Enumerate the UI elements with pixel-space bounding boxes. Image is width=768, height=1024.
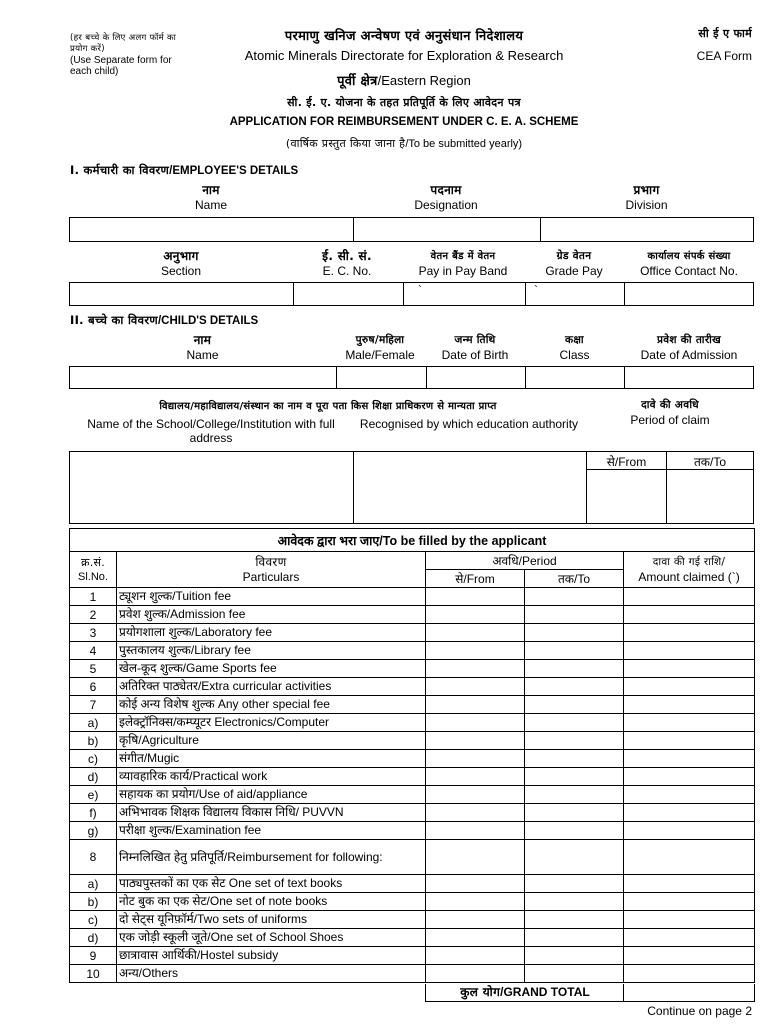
claim-row: [70, 929, 755, 947]
claim-row-to-field[interactable]: [525, 804, 624, 822]
claim-row-amount-field[interactable]: [624, 840, 755, 875]
school-name-field[interactable]: [70, 452, 353, 523]
claim-row-from-field[interactable]: [426, 660, 525, 678]
claim-row-particulars: ट्यूशन शुल्क/Tuition fee: [117, 588, 426, 606]
claim-row-to-field[interactable]: [525, 678, 624, 696]
claim-row-amount-field[interactable]: [624, 696, 755, 714]
recognition-label-english: Recognised by which education authority: [359, 417, 579, 431]
sex-label-english: Male/Female: [345, 348, 415, 362]
submitted-yearly-hindi: (वार्षिक प्रस्तुत किया जाना है: [285, 137, 406, 150]
org-name-hindi: परमाणु खनिज अन्वेषण एवं अनुसंधान निदेशालय: [284, 29, 524, 44]
claim-row: [70, 660, 755, 678]
claim-row: [70, 606, 755, 624]
claim-row-particulars: पुस्तकालय शुल्क/Library fee: [117, 642, 426, 660]
col-header-particulars-hindi: विवरण: [255, 554, 287, 569]
claim-period-label-hindi: दावे की अवधि: [641, 399, 699, 411]
claim-row: [70, 893, 755, 911]
claim-row: [70, 768, 755, 786]
school-label-english: Name of the School/College/Institution with full address: [87, 417, 335, 445]
claim-row-from-field[interactable]: [426, 768, 525, 786]
claim-row-to-field[interactable]: [525, 875, 624, 893]
dob-label: [425, 333, 525, 363]
claim-row-slno: f): [70, 804, 117, 822]
claim-row: [70, 624, 755, 642]
pay-band-field[interactable]: [404, 283, 525, 305]
claim-row-from-field[interactable]: [426, 696, 525, 714]
claim-row-particulars: अन्य/Others: [117, 965, 426, 983]
claim-row-particulars: संगीत/Mugic: [117, 750, 426, 768]
child-row-fields: [69, 366, 754, 389]
grand-total-label-english: /GRAND TOTAL: [500, 985, 590, 999]
claim-row-slno: b): [70, 893, 117, 911]
claim-row-to-field[interactable]: [525, 965, 624, 983]
grand-total-label: [425, 984, 624, 1002]
dob-label-english: Date of Birth: [441, 348, 509, 362]
claim-row-slno: 2: [70, 606, 117, 624]
grade-pay-field[interactable]: [526, 283, 624, 305]
claim-row-amount-field[interactable]: [624, 965, 755, 983]
claim-row-to-field[interactable]: [525, 768, 624, 786]
claim-row: [70, 750, 755, 768]
col-header-slno: [70, 552, 117, 588]
period-to-label: तक/To: [693, 455, 727, 469]
school-recog-label-hindi: [70, 398, 586, 412]
claim-row-from-field[interactable]: [426, 624, 525, 642]
col-header-period: अवधि/Period: [426, 552, 624, 570]
office-contact-field[interactable]: [625, 283, 753, 305]
claim-row-to-field[interactable]: [525, 714, 624, 732]
division-field[interactable]: [541, 218, 753, 241]
claim-row-amount-field[interactable]: [624, 624, 755, 642]
recognition-authority-field[interactable]: [354, 452, 586, 523]
claim-row-to-field[interactable]: [525, 660, 624, 678]
claim-row: [70, 840, 755, 875]
school-details-box: [69, 451, 754, 524]
claim-row-from-field[interactable]: [426, 911, 525, 929]
submitted-yearly-english: /To be submitted yearly): [405, 138, 523, 150]
employee-name-label-english: Name: [194, 198, 227, 212]
claim-row-to-field[interactable]: [525, 840, 624, 875]
col-header-particulars: [117, 552, 426, 588]
claim-row-amount-field[interactable]: [624, 678, 755, 696]
claim-row: [70, 947, 755, 965]
claim-row-amount-field[interactable]: [624, 911, 755, 929]
ec-no-label-hindi: ई. सी. सं.: [322, 249, 372, 263]
claim-row-slno: e): [70, 786, 117, 804]
claim-row-slno: 7: [70, 696, 117, 714]
claim-row-particulars: सहायक का प्रयोग/Use of aid/appliance: [117, 786, 426, 804]
office-contact-label-hindi: कार्यालय संपर्क संख्या: [647, 251, 731, 262]
claim-row-particulars: एक जोड़ी स्कूली जूते/One set of School Shoes: [117, 929, 426, 947]
claim-row-amount-field[interactable]: [624, 660, 755, 678]
employee-name-label-hindi: नाम: [202, 183, 220, 197]
office-contact-label-english: Office Contact No.: [640, 264, 738, 278]
claim-row-slno: 4: [70, 642, 117, 660]
claim-row: [70, 678, 755, 696]
org-name-english: Atomic Minerals Directorate for Exploration & Research: [244, 48, 564, 63]
grand-total-row: [425, 984, 755, 1002]
claim-row-particulars: कोई अन्य विशेष शुल्क Any other special fee: [117, 696, 426, 714]
division-label: [540, 183, 753, 213]
claim-row: [70, 875, 755, 893]
claim-row-amount-field[interactable]: [624, 768, 755, 786]
class-field[interactable]: [526, 367, 624, 388]
claim-row-from-field[interactable]: [426, 822, 525, 840]
school-label-hindi: विद्यालय/महाविद्यालय/संस्थान का नाम व पूरा पता: [159, 401, 348, 412]
period-from-label: से/From: [606, 455, 647, 469]
region-english: /Eastern Region: [377, 73, 471, 88]
claim-row-to-field[interactable]: [525, 786, 624, 804]
col-header-particulars-english: Particulars: [242, 569, 300, 584]
claim-row-from-field[interactable]: [426, 606, 525, 624]
grade-pay-label-english: Grade Pay: [545, 264, 603, 278]
section-label: [70, 249, 292, 279]
grand-total-label-hindi: कुल योग: [460, 985, 501, 999]
form-label-english: CEA Form: [696, 49, 752, 63]
admission-date-label-hindi: प्रवेश की तारीख: [656, 334, 722, 346]
claim-row-to-field[interactable]: [525, 893, 624, 911]
dob-label-hindi: जन्म तिथि: [454, 334, 496, 346]
claim-row-from-field[interactable]: [426, 840, 525, 875]
claim-row-slno: 3: [70, 624, 117, 642]
separate-form-note-hindi: (हर बच्चे के लिए अलग फॉर्म का प्रयोग करें): [70, 33, 177, 54]
claim-row-slno: 6: [70, 678, 117, 696]
claim-row: [70, 642, 755, 660]
grade-pay-label-hindi: ग्रेड वेतन: [556, 250, 592, 262]
claim-row-to-field[interactable]: [525, 911, 624, 929]
form-label-hindi: सी ई ए फार्म: [698, 27, 752, 40]
claim-row-to-field[interactable]: [525, 929, 624, 947]
dob-field[interactable]: [427, 367, 525, 388]
claim-row-slno: g): [70, 822, 117, 840]
recognition-label-hindi: किस शिक्षा प्राधिकरण से मान्यता प्राप्त: [350, 401, 497, 412]
claim-period-label: [586, 398, 754, 428]
child-name-label: [70, 333, 335, 363]
claim-row-from-field[interactable]: [426, 678, 525, 696]
employee-row2-fields: [69, 282, 754, 306]
employee-heading-english: /EMPLOYEE'S DETAILS: [169, 165, 299, 177]
child-heading-english: /CHILD'S DETAILS: [157, 315, 259, 327]
claim-row: [70, 714, 755, 732]
section-label-english: Section: [160, 264, 202, 278]
separate-form-note-english: (Use Separate form for each child): [70, 55, 172, 77]
claim-row-slno: 5: [70, 660, 117, 678]
claim-row: [70, 822, 755, 840]
claim-row-slno: a): [70, 875, 117, 893]
application-title-english: APPLICATION FOR REIMBURSEMENT UNDER C. E. A. SCHEME: [229, 116, 579, 128]
period-to-field[interactable]: [667, 470, 753, 523]
region-line: [200, 71, 608, 89]
ec-no-label: [292, 249, 402, 279]
claim-row-particulars: खेल-कूद शुल्क/Game Sports fee: [117, 660, 426, 678]
claim-row-amount-field[interactable]: [624, 750, 755, 768]
submitted-yearly-note: [200, 136, 608, 151]
claim-row-to-field[interactable]: [525, 947, 624, 965]
sex-label: [335, 333, 425, 363]
child-name-label-english: Name: [186, 348, 219, 362]
claim-row-from-field[interactable]: [426, 732, 525, 750]
claim-row-amount-field[interactable]: [624, 893, 755, 911]
employee-name-label: [70, 183, 352, 213]
office-contact-label: [624, 249, 754, 279]
claim-row-from-field[interactable]: [426, 588, 525, 606]
section-label-hindi: अनुभाग: [163, 249, 199, 263]
claim-row-amount-field[interactable]: [624, 804, 755, 822]
continue-note: Continue on page 2: [647, 1004, 752, 1018]
col-header-amount-hindi: दावा की गई राशि/: [652, 555, 726, 568]
admission-date-label-english: Date of Admission: [640, 348, 738, 362]
rupee-symbol: `: [534, 283, 538, 297]
child-name-label-hindi: नाम: [193, 333, 212, 347]
claim-row: [70, 696, 755, 714]
claim-row-from-field[interactable]: [426, 786, 525, 804]
claim-row-particulars: छात्रावास आर्थिकी/Hostel subsidy: [117, 947, 426, 965]
claim-row-amount-field[interactable]: [624, 822, 755, 840]
claim-row-amount-field[interactable]: [624, 588, 755, 606]
sex-field[interactable]: [337, 367, 426, 388]
employee-name-field[interactable]: [70, 218, 353, 241]
period-from-field[interactable]: [587, 470, 666, 523]
claim-row-particulars: परीक्षा शुल्क/Examination fee: [117, 822, 426, 840]
child-details-heading: [70, 313, 258, 328]
child-name-field[interactable]: [70, 367, 336, 388]
employee-heading-hindi: I. कर्मचारी का विवरण: [70, 163, 170, 177]
claim-row-particulars: इलेक्ट्रॉनिक्स/कम्प्यूटर Electronics/Computer: [117, 714, 426, 732]
claim-row: [70, 911, 755, 929]
rupee-symbol: `: [418, 283, 422, 297]
designation-label-hindi: पदनाम: [430, 183, 462, 197]
col-header-to: तक/To: [525, 570, 624, 588]
claim-row: [70, 804, 755, 822]
claim-row-to-field[interactable]: [525, 750, 624, 768]
claim-row: [70, 732, 755, 750]
claim-row-slno: c): [70, 750, 117, 768]
claim-row-particulars: दो सेट्स यूनिफ़ॉर्म/Two sets of uniforms: [117, 911, 426, 929]
designation-field[interactable]: [354, 218, 540, 241]
designation-label: [352, 183, 540, 213]
sex-label-hindi: पुरुष/महिला: [355, 334, 405, 346]
claim-row-to-field[interactable]: [525, 624, 624, 642]
claim-row-from-field[interactable]: [426, 893, 525, 911]
section-field[interactable]: [70, 283, 293, 305]
ec-no-label-english: E. C. No.: [322, 264, 372, 278]
claim-row-from-field[interactable]: [426, 750, 525, 768]
col-header-slno-english: Sl.No.: [78, 570, 108, 583]
employee-row1-fields: [69, 217, 754, 242]
pay-band-label: [402, 249, 524, 279]
col-header-slno-hindi: क्र.सं.: [80, 555, 106, 569]
class-label-hindi: कक्षा: [565, 334, 584, 346]
claim-row-slno: 1: [70, 588, 117, 606]
admission-date-field[interactable]: [625, 367, 753, 388]
col-header-from: से/From: [426, 570, 525, 588]
claim-row-from-field[interactable]: [426, 714, 525, 732]
claim-row-amount-field[interactable]: [624, 714, 755, 732]
claim-table: [69, 528, 755, 983]
claim-period-label-english: Period of claim: [630, 413, 710, 427]
claim-row-from-field[interactable]: [426, 947, 525, 965]
claim-row: [70, 588, 755, 606]
claim-row-particulars: व्यावहारिक कार्य/Practical work: [117, 768, 426, 786]
claim-table-heading: आवेदक द्वारा भरा जाए/To be filled by the applicant: [70, 529, 755, 552]
claim-row: [70, 965, 755, 983]
claim-row-slno: 9: [70, 947, 117, 965]
claim-row-amount-field[interactable]: [624, 875, 755, 893]
claim-row-to-field[interactable]: [525, 588, 624, 606]
region-hindi: पूर्वी क्षेत्र: [337, 74, 378, 89]
claim-row-to-field[interactable]: [525, 822, 624, 840]
claim-row-to-field[interactable]: [525, 696, 624, 714]
claim-row: [70, 786, 755, 804]
claim-row-particulars: अतिरिक्त पाठ्येतर/Extra curricular activities: [117, 678, 426, 696]
grade-pay-label: [524, 249, 624, 279]
ec-no-field[interactable]: [294, 283, 403, 305]
col-header-amount-english: Amount claimed (`): [638, 569, 740, 584]
claim-row-particulars: निम्नलिखित हेतु प्रतिपूर्ति/Reimbursement for following:: [117, 840, 426, 875]
separate-form-note: [70, 33, 190, 77]
claim-row-amount-field[interactable]: [624, 786, 755, 804]
claim-row-slno: c): [70, 911, 117, 929]
claim-row-to-field[interactable]: [525, 642, 624, 660]
admission-date-label: [624, 333, 754, 363]
claim-row-amount-field[interactable]: [624, 929, 755, 947]
class-label-english: Class: [559, 348, 590, 362]
claim-row-amount-field[interactable]: [624, 732, 755, 750]
claim-row-particulars: अभिभावक शिक्षक विद्यालय विकास निधि/ PUVVN: [117, 804, 426, 822]
pay-band-label-hindi: वेतन बैंड में वेतन: [430, 251, 496, 262]
claim-row-amount-field[interactable]: [624, 947, 755, 965]
designation-label-english: Designation: [414, 198, 478, 212]
claim-row-from-field[interactable]: [426, 965, 525, 983]
claim-row-to-field[interactable]: [525, 606, 624, 624]
claim-row-slno: a): [70, 714, 117, 732]
division-label-hindi: प्रभाग: [633, 183, 660, 197]
claim-row-slno: 8: [70, 840, 117, 875]
claim-row-slno: d): [70, 768, 117, 786]
grand-total-amount-field[interactable]: [623, 984, 755, 1002]
claim-row-amount-field[interactable]: [624, 642, 755, 660]
employee-details-heading: [70, 163, 298, 178]
child-heading-hindi: II. बच्चे का विवरण: [70, 313, 158, 327]
claim-row-amount-field[interactable]: [624, 606, 755, 624]
claim-row-particulars: नोट बुक का एक सेट/One set of note books: [117, 893, 426, 911]
claim-row-from-field[interactable]: [426, 875, 525, 893]
claim-row-particulars: पाठ्यपुस्तकों का एक सेट One set of text books: [117, 875, 426, 893]
claim-row-slno: 10: [70, 965, 117, 983]
claim-row-from-field[interactable]: [426, 804, 525, 822]
claim-row-particulars: प्रवेश शुल्क/Admission fee: [117, 606, 426, 624]
claim-row-to-field[interactable]: [525, 732, 624, 750]
class-label: [525, 333, 624, 363]
pay-band-label-english: Pay in Pay Band: [418, 264, 508, 278]
claim-row-particulars: प्रयोगशाला शुल्क/Laboratory fee: [117, 624, 426, 642]
claim-row-from-field[interactable]: [426, 929, 525, 947]
claim-row-slno: b): [70, 732, 117, 750]
claim-row-slno: d): [70, 929, 117, 947]
col-header-amount: [624, 552, 755, 588]
application-title-hindi: सी. ई. ए. योजना के तहत प्रतिपूर्ति के लिए आवेदन पत्र: [287, 96, 521, 109]
claim-row-from-field[interactable]: [426, 642, 525, 660]
division-label-english: Division: [625, 198, 668, 212]
claim-row-particulars: कृषि/Agriculture: [117, 732, 426, 750]
